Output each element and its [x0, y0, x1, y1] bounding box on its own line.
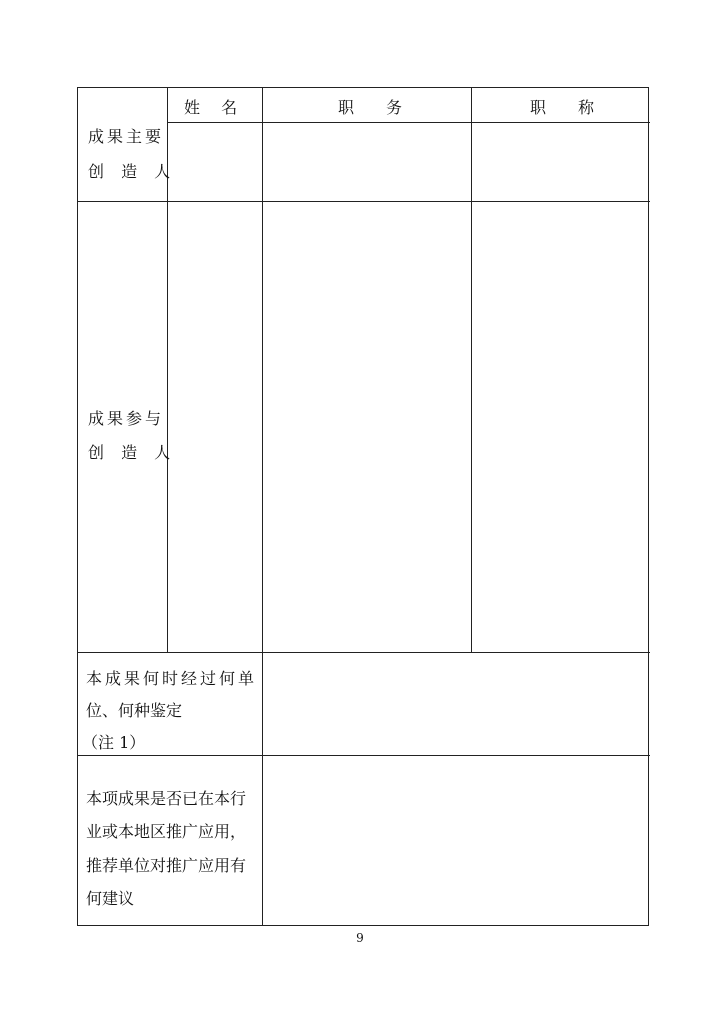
main-creator-label-line1: 成果主要	[88, 127, 165, 146]
promotion-label-line4: 何建议	[86, 889, 135, 908]
grid-line-appraisal-bottom	[78, 755, 650, 756]
participants-label-line1: 成果参与	[88, 409, 165, 428]
main-creator-label-line2: 创 造 人	[88, 162, 177, 181]
grid-line-name-col	[262, 88, 263, 925]
grid-line-position-col	[471, 88, 472, 652]
header-title: 职 称	[530, 98, 595, 117]
header-name: 姓 名	[184, 98, 238, 117]
grid-line-header-bottom	[167, 122, 650, 123]
promotion-label-line2: 业或本地区推广应用，	[86, 822, 247, 841]
appraisal-label-line3: （注 1）	[82, 733, 146, 752]
participants-label-line2: 创 造 人	[88, 443, 177, 462]
achievement-form-table	[77, 87, 649, 926]
promotion-label-line1: 本项成果是否已在本行	[86, 789, 247, 808]
header-position: 职 务	[338, 98, 403, 117]
grid-line-main-bottom	[78, 201, 650, 202]
appraisal-label-line1: 本成果何时经过何单	[86, 669, 258, 688]
grid-line-participants-bottom	[78, 652, 650, 653]
promotion-label-line3: 推荐单位对推广应用有	[86, 856, 247, 875]
page-number: 9	[356, 931, 364, 945]
appraisal-label-line2: 位、何种鉴定	[86, 701, 183, 720]
